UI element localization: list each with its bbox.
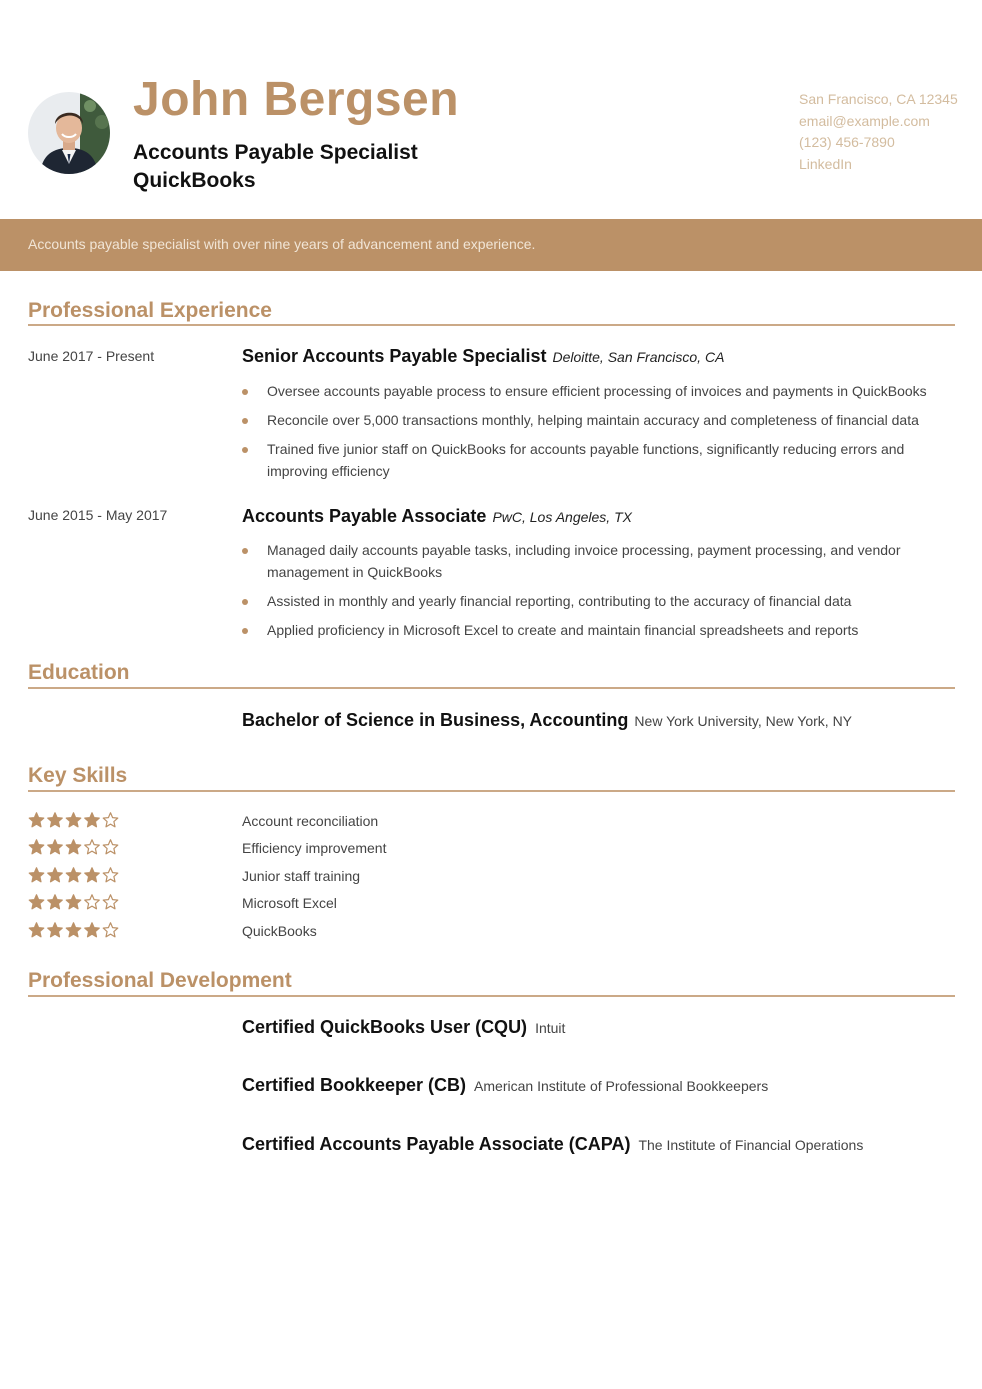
job-bullet: Applied proficiency in Microsoft Excel to create and maintain financial spreadsheets and reports <box>267 622 859 638</box>
star-filled-icon <box>29 895 44 909</box>
star-empty-icon <box>85 895 100 909</box>
job-company: Deloitte, San Francisco, CA <box>552 349 725 365</box>
star-filled-icon <box>29 923 44 937</box>
skill-name: Account reconciliation <box>242 813 379 829</box>
job-bullet: Oversee accounts payable process to ensure efficient processing of invoices and payments in QuickBooks <box>267 383 927 399</box>
certification-name: Certified Accounts Payable Associate (CAPA) <box>242 1134 631 1154</box>
star-empty-icon <box>103 868 118 882</box>
contact-email[interactable]: email@example.com <box>799 112 930 129</box>
skill-rating <box>28 811 120 829</box>
education-school: New York University, New York, NY <box>634 713 853 729</box>
star-filled-icon <box>85 923 100 937</box>
job-title: Senior Accounts Payable Specialist <box>242 346 547 366</box>
skill-name: Efficiency improvement <box>242 840 387 856</box>
star-filled-icon <box>85 868 100 882</box>
section-divider <box>28 687 955 689</box>
bullet-icon <box>242 418 248 424</box>
section-title-education: Education <box>28 661 130 684</box>
person-photo-icon <box>28 92 110 174</box>
skill-name: Junior staff training <box>242 868 361 884</box>
skill-name: QuickBooks <box>242 923 317 939</box>
section-divider <box>28 324 955 326</box>
skill-rating <box>28 838 120 856</box>
skill-row <box>28 893 628 915</box>
star-filled-icon <box>29 813 44 827</box>
job-heading <box>242 346 724 367</box>
star-empty-icon <box>103 923 118 937</box>
skill-row <box>28 866 628 888</box>
certification-entry <box>242 1017 565 1038</box>
certification-name: Certified Bookkeeper (CB) <box>242 1075 467 1095</box>
contact-address: San Francisco, CA 12345 <box>799 91 958 107</box>
job-bullet: Trained five junior staff on QuickBooks for accounts payable functions, significantly reducing errors and improving efficiency <box>267 441 905 479</box>
certification-org: American Institute of Professional Bookkeepers <box>474 1078 769 1094</box>
star-filled-icon <box>48 923 63 937</box>
star-filled-icon <box>29 840 44 854</box>
education-entry <box>242 710 852 731</box>
skill-row <box>28 838 628 860</box>
star-filled-icon <box>48 895 63 909</box>
skill-row <box>28 921 628 943</box>
section-title-development: Professional Development <box>28 969 292 992</box>
certification-org: Intuit <box>535 1020 566 1036</box>
star-filled-icon <box>29 868 44 882</box>
section-title-skills: Key Skills <box>28 764 128 787</box>
star-empty-icon <box>103 813 118 827</box>
star-empty-icon <box>103 895 118 909</box>
job-title-line-2: QuickBooks <box>133 169 256 192</box>
bullet-icon <box>242 599 248 605</box>
certification-entry <box>242 1134 863 1155</box>
bullet-icon <box>242 447 248 453</box>
bullet-icon <box>242 628 248 634</box>
skill-rating <box>28 921 120 939</box>
contact-linkedin-link[interactable]: LinkedIn <box>799 156 852 173</box>
star-filled-icon <box>66 813 81 827</box>
section-divider <box>28 790 955 792</box>
contact-info <box>799 89 969 176</box>
summary-bar <box>0 219 982 271</box>
section-divider <box>28 995 955 997</box>
certification-entry <box>242 1075 768 1096</box>
certification-name: Certified QuickBooks User (CQU) <box>242 1017 528 1037</box>
job-bullet: Managed daily accounts payable tasks, including invoice processing, payment processing, and vendor management in QuickBooks <box>267 542 901 580</box>
star-filled-icon <box>48 868 63 882</box>
skill-rating <box>28 893 120 911</box>
skill-rating <box>28 866 120 884</box>
star-filled-icon <box>85 813 100 827</box>
job-dates: June 2017 - Present <box>28 348 155 364</box>
star-empty-icon <box>85 840 100 854</box>
bullet-icon <box>242 548 248 554</box>
summary-text: Accounts payable specialist with over nine years of advancement and experience. <box>28 236 536 252</box>
candidate-name: John Bergsen <box>133 73 460 126</box>
job-bullet: Reconcile over 5,000 transactions monthly, helping maintain accuracy and completeness of financial data <box>267 412 919 428</box>
star-filled-icon <box>48 840 63 854</box>
certification-org: The Institute of Financial Operations <box>638 1137 864 1153</box>
star-filled-icon <box>66 868 81 882</box>
contact-phone: (123) 456-7890 <box>799 134 895 151</box>
resume-header <box>0 0 982 219</box>
star-filled-icon <box>48 813 63 827</box>
skill-name: Microsoft Excel <box>242 895 337 911</box>
job-dates: June 2015 - May 2017 <box>28 507 168 523</box>
star-filled-icon <box>66 840 81 854</box>
profile-photo <box>28 92 110 174</box>
job-title-line-1: Accounts Payable Specialist <box>133 141 418 164</box>
skill-row <box>28 811 628 833</box>
job-title: Accounts Payable Associate <box>242 506 487 526</box>
job-company: PwC, Los Angeles, TX <box>492 509 632 525</box>
star-filled-icon <box>66 895 81 909</box>
education-degree: Bachelor of Science in Business, Accounting <box>242 710 629 730</box>
section-title-experience: Professional Experience <box>28 299 272 322</box>
job-bullet: Assisted in monthly and yearly financial reporting, contributing to the accuracy of financial data <box>267 593 852 609</box>
star-empty-icon <box>103 840 118 854</box>
star-filled-icon <box>66 923 81 937</box>
job-heading <box>242 506 632 527</box>
bullet-icon <box>242 389 248 395</box>
